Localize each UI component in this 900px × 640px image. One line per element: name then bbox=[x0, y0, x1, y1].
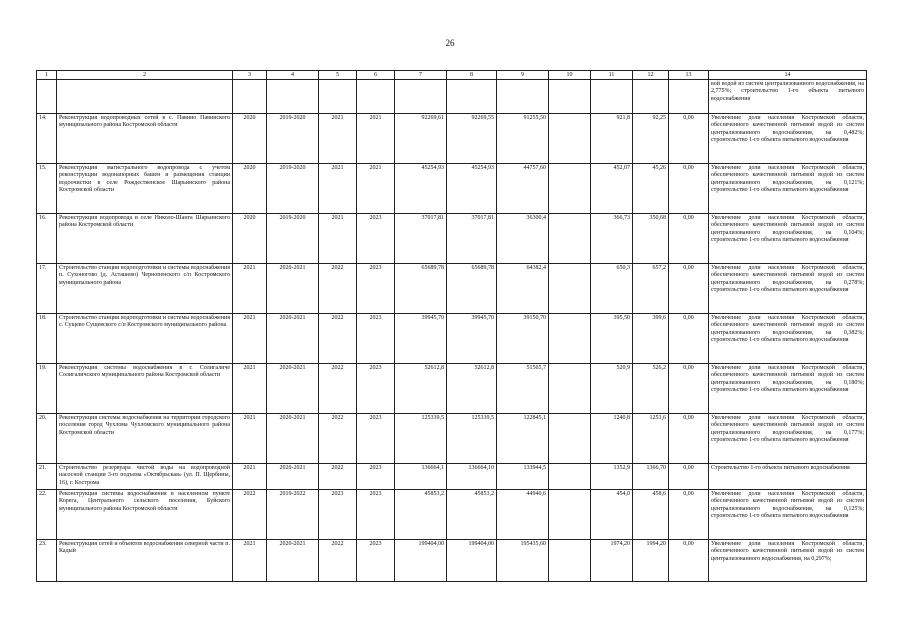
value-11: 1352,9 bbox=[591, 464, 633, 490]
value-12: 92,25 bbox=[633, 114, 669, 164]
table-row bbox=[37, 114, 867, 164]
value-11: 650,3 bbox=[591, 264, 633, 314]
year-5: 2022 bbox=[319, 364, 357, 414]
row-number: 17. bbox=[37, 264, 57, 314]
table-row bbox=[37, 164, 867, 214]
start-year: 2021 bbox=[233, 264, 267, 314]
year-6: 2021 bbox=[357, 164, 395, 214]
column-header: 12 bbox=[633, 71, 669, 80]
value-9: 39150,70 bbox=[497, 314, 549, 364]
row-number: 21. bbox=[37, 464, 57, 490]
value-10 bbox=[549, 164, 591, 214]
project-name: Реконструкция системы водоснабжения на территории городского поселения город Чухлома Чухломского муниципального района Костромской области bbox=[57, 414, 233, 464]
result-description: Увеличение доли населения Костромской области, обеспеченного качественной питьевой водой из систем централизованного водоснабжения, на 0,121%; строительство 1-го объекта питьевого водоснабжения bbox=[709, 164, 867, 214]
value-12: 657,2 bbox=[633, 264, 669, 314]
value-11: 520,9 bbox=[591, 364, 633, 414]
value-13: 0,00 bbox=[669, 214, 709, 264]
start-year: 2020 bbox=[233, 214, 267, 264]
value-7: 65689,78 bbox=[395, 264, 447, 314]
project-name: Реконструкция сетей и объектов водоснабжения северной части п. Кадый bbox=[57, 540, 233, 582]
period: 2020-2021 bbox=[267, 414, 319, 464]
value-13: 0,00 bbox=[669, 264, 709, 314]
value-12: 458,6 bbox=[633, 490, 669, 540]
row-number: 16. bbox=[37, 214, 57, 264]
table-row bbox=[37, 414, 867, 464]
result-description: Увеличение доли населения Костромской области, обеспеченного качественной питьевой водой из систем централизованного водоснабжения, на 0,382%; строительство 1-го объекта питьевого водоснабжения bbox=[709, 314, 867, 364]
year-5: 2022 bbox=[319, 414, 357, 464]
value-10 bbox=[549, 264, 591, 314]
value-10 bbox=[549, 414, 591, 464]
value-11: 1240,8 bbox=[591, 414, 633, 464]
table-row bbox=[37, 264, 867, 314]
table-row bbox=[37, 314, 867, 364]
value-8: 45254,93 bbox=[447, 164, 497, 214]
column-header: 1 bbox=[37, 71, 57, 80]
value-12: 399,6 bbox=[633, 314, 669, 364]
value-8: 125339,5 bbox=[447, 414, 497, 464]
start-year: 2020 bbox=[233, 164, 267, 214]
value-7: 136664,1 bbox=[395, 464, 447, 490]
result-description: Увеличение доли населения Костромской области, обеспеченного качественной питьевой водой из систем централизованного водоснабжения, на 0,180%; строительство 1-го объекта питьевого водоснабжения bbox=[709, 364, 867, 414]
year-6: 2023 bbox=[357, 364, 395, 414]
value-9: 195435,60 bbox=[497, 540, 549, 582]
value-9: 91255,50 bbox=[497, 114, 549, 164]
value-7: 52612,8 bbox=[395, 364, 447, 414]
column-header: 5 bbox=[319, 71, 357, 80]
year-5: 2022 bbox=[319, 540, 357, 582]
table-cell bbox=[633, 80, 669, 114]
value-8: 65689,78 bbox=[447, 264, 497, 314]
year-6: 2023 bbox=[357, 540, 395, 582]
value-12: 1366,70 bbox=[633, 464, 669, 490]
table-cell bbox=[357, 80, 395, 114]
value-9: 133944,5 bbox=[497, 464, 549, 490]
page-number: 26 bbox=[445, 38, 455, 48]
value-7: 92269,61 bbox=[395, 114, 447, 164]
year-5: 2022 bbox=[319, 264, 357, 314]
start-year: 2021 bbox=[233, 540, 267, 582]
value-11: 452,07 bbox=[591, 164, 633, 214]
start-year: 2021 bbox=[233, 314, 267, 364]
start-year: 2021 bbox=[233, 464, 267, 490]
value-11: 366,73 bbox=[591, 214, 633, 264]
table-cell bbox=[549, 80, 591, 114]
start-year: 2022 bbox=[233, 490, 267, 540]
result-description: Строительство 1-го объекта питьевого водоснабжения bbox=[709, 464, 867, 490]
project-name: Реконструкция водопроводных сетей в с. Павино Павинского муниципального района Костромской области bbox=[57, 114, 233, 164]
value-7: 45254,93 bbox=[395, 164, 447, 214]
value-12: 350,68 bbox=[633, 214, 669, 264]
year-6: 2023 bbox=[357, 214, 395, 264]
value-9: 51565,7 bbox=[497, 364, 549, 414]
value-11: 921,8 bbox=[591, 114, 633, 164]
table-row bbox=[37, 464, 867, 490]
row-number: 20. bbox=[37, 414, 57, 464]
project-name: Строительство станции водоподготовки и системы водоснабжения п. Сухоногово (д. Асташево) Чернопенского с/п Костромского муниципального района bbox=[57, 264, 233, 314]
value-13: 0,00 bbox=[669, 314, 709, 364]
value-7: 199404,00 bbox=[395, 540, 447, 582]
value-7: 39945,70 bbox=[395, 314, 447, 364]
year-5: 2022 bbox=[319, 314, 357, 364]
period: 2019-2020 bbox=[267, 214, 319, 264]
value-8: 45853,2 bbox=[447, 490, 497, 540]
year-6: 2023 bbox=[357, 414, 395, 464]
value-12: 1994,20 bbox=[633, 540, 669, 582]
period: 2020-2021 bbox=[267, 540, 319, 582]
value-7: 125339,5 bbox=[395, 414, 447, 464]
table-cell bbox=[395, 80, 447, 114]
table-cell bbox=[447, 80, 497, 114]
period: 2020-2021 bbox=[267, 314, 319, 364]
period: 2020-2021 bbox=[267, 464, 319, 490]
value-8: 199404,00 bbox=[447, 540, 497, 582]
table-cell bbox=[233, 80, 267, 114]
value-10 bbox=[549, 114, 591, 164]
value-9: 64382,4 bbox=[497, 264, 549, 314]
year-6: 2023 bbox=[357, 490, 395, 540]
year-6: 2023 bbox=[357, 264, 395, 314]
result-description: Увеличение доли населения Костромской области, обеспеченного качественной питьевой водой из систем централизованного водоснабжения, на 0,278%; строительство 1-го объекта питьевого водоснабжения bbox=[709, 264, 867, 314]
table-cell bbox=[57, 80, 233, 114]
column-header: 11 bbox=[591, 71, 633, 80]
column-header: 3 bbox=[233, 71, 267, 80]
project-name: Реконструкция магистрального водопровода с учетом реконструкции водонапорных башен и размещения станции водоочистки в селе Рождественское Шарьинского района Костромской области bbox=[57, 164, 233, 214]
value-10 bbox=[549, 314, 591, 364]
table-cell bbox=[319, 80, 357, 114]
column-header: 6 bbox=[357, 71, 395, 80]
table-cell bbox=[37, 80, 57, 114]
value-9: 122845,1 bbox=[497, 414, 549, 464]
value-7: 37017,81 bbox=[395, 214, 447, 264]
result-description: Увеличение доли населения Костромской области, обеспеченного качественной питьевой водой из систем централизованного водоснабжения, на 0,125%; строительство 1-го объекта питьевого водоснабжения bbox=[709, 490, 867, 540]
project-name: Реконструкция системы водоснабжения в населенном пункте Корега, Центрального сельского поселения, Буйского муниципального района Костромской области bbox=[57, 490, 233, 540]
project-name: Реконструкция водопровода в селе Николо-Шанга Шарьинского района Костромской области bbox=[57, 214, 233, 264]
result-description: Увеличение доли населения Костромской области, обеспеченного качественной питьевой водой из систем централизованного водоснабжения, на 0,297%; bbox=[709, 540, 867, 582]
value-13: 0,00 bbox=[669, 364, 709, 414]
row-number: 23. bbox=[37, 540, 57, 582]
year-6: 2023 bbox=[357, 464, 395, 490]
row-number: 14. bbox=[37, 114, 57, 164]
value-8: 92269,55 bbox=[447, 114, 497, 164]
start-year: 2020 bbox=[233, 114, 267, 164]
value-10 bbox=[549, 214, 591, 264]
value-10 bbox=[549, 364, 591, 414]
period: 2019-2022 bbox=[267, 490, 319, 540]
period: 2020-2021 bbox=[267, 364, 319, 414]
row-number: 19. bbox=[37, 364, 57, 414]
column-header: 10 bbox=[549, 71, 591, 80]
result-description: Увеличение доли населения Костромской области, обеспеченного качественной питьевой водой из систем централизованного водоснабжения, на 0,482%; строительство 1-го объекта питьевого водоснабжения bbox=[709, 114, 867, 164]
value-13: 0,00 bbox=[669, 114, 709, 164]
value-11: 454,0 bbox=[591, 490, 633, 540]
row-number: 22. bbox=[37, 490, 57, 540]
table-row bbox=[37, 490, 867, 540]
row-number: 15. bbox=[37, 164, 57, 214]
start-year: 2021 bbox=[233, 414, 267, 464]
value-11: 1974,20 bbox=[591, 540, 633, 582]
table-cell bbox=[267, 80, 319, 114]
value-11: 395,50 bbox=[591, 314, 633, 364]
table-row bbox=[37, 540, 867, 582]
column-header: 8 bbox=[447, 71, 497, 80]
value-9: 44757,60 bbox=[497, 164, 549, 214]
value-13: 0,00 bbox=[669, 464, 709, 490]
continuation-text: вой водой из систем централизованного водоснабжения, на 2,775%; строительство 1-го объекта питьевого водоснабжения bbox=[709, 80, 867, 114]
value-13: 0,00 bbox=[669, 540, 709, 582]
column-header: 14 bbox=[709, 71, 867, 80]
value-8: 39945,70 bbox=[447, 314, 497, 364]
value-12: 1253,6 bbox=[633, 414, 669, 464]
year-6: 2021 bbox=[357, 114, 395, 164]
value-10 bbox=[549, 464, 591, 490]
year-5: 2021 bbox=[319, 114, 357, 164]
table-cell bbox=[669, 80, 709, 114]
table-cell bbox=[591, 80, 633, 114]
continuation-row bbox=[37, 80, 867, 114]
result-description: Увеличение доли населения Костромской области, обеспеченного качественной питьевой водой из систем централизованного водоснабжения, на 0,104%; строительство 1-го объекта питьевого водоснабжения bbox=[709, 214, 867, 264]
value-8: 52612,8 bbox=[447, 364, 497, 414]
project-name: Реконструкция системы водоснабжения в г. Солигаличе Солигаличского муниципального района Костромской области bbox=[57, 364, 233, 414]
project-name: Строительство станции водоподготовки и системы водоснабжения с. Сущево Сущевского с/п Костромского муниципального района bbox=[57, 314, 233, 364]
period: 2019-2020 bbox=[267, 114, 319, 164]
column-header: 7 bbox=[395, 71, 447, 80]
table-cell bbox=[497, 80, 549, 114]
value-10 bbox=[549, 490, 591, 540]
result-description: Увеличение доли населения Костромской области, обеспеченного качественной питьевой водой из систем централизованного водоснабжения, на 0,177%; строительство 1-го объекта питьевого водоснабжения bbox=[709, 414, 867, 464]
year-5: 2021 bbox=[319, 164, 357, 214]
column-header: 9 bbox=[497, 71, 549, 80]
table-header-row bbox=[37, 71, 867, 80]
value-13: 0,00 bbox=[669, 490, 709, 540]
project-name: Строительство резервуара чистой воды на водопроводной насосной станции 3-го подъема «Октябрьская» (ул. П. Щербины, 16), г. Кострома bbox=[57, 464, 233, 490]
value-10 bbox=[549, 540, 591, 582]
year-5: 2022 bbox=[319, 464, 357, 490]
value-9: 44940,6 bbox=[497, 490, 549, 540]
column-header: 2 bbox=[57, 71, 233, 80]
table-row bbox=[37, 214, 867, 264]
year-5: 2021 bbox=[319, 214, 357, 264]
period: 2019-2020 bbox=[267, 164, 319, 214]
value-12: 45,26 bbox=[633, 164, 669, 214]
value-13: 0,00 bbox=[669, 164, 709, 214]
table-row bbox=[37, 364, 867, 414]
value-9: 36300,4 bbox=[497, 214, 549, 264]
row-number: 18. bbox=[37, 314, 57, 364]
period: 2020-2021 bbox=[267, 264, 319, 314]
value-8: 136664,10 bbox=[447, 464, 497, 490]
value-7: 45853,2 bbox=[395, 490, 447, 540]
data-table bbox=[36, 70, 867, 582]
value-8: 37017,81 bbox=[447, 214, 497, 264]
column-header: 4 bbox=[267, 71, 319, 80]
year-5: 2023 bbox=[319, 490, 357, 540]
column-header: 13 bbox=[669, 71, 709, 80]
start-year: 2021 bbox=[233, 364, 267, 414]
value-12: 526,2 bbox=[633, 364, 669, 414]
year-6: 2023 bbox=[357, 314, 395, 364]
value-13: 0,00 bbox=[669, 414, 709, 464]
